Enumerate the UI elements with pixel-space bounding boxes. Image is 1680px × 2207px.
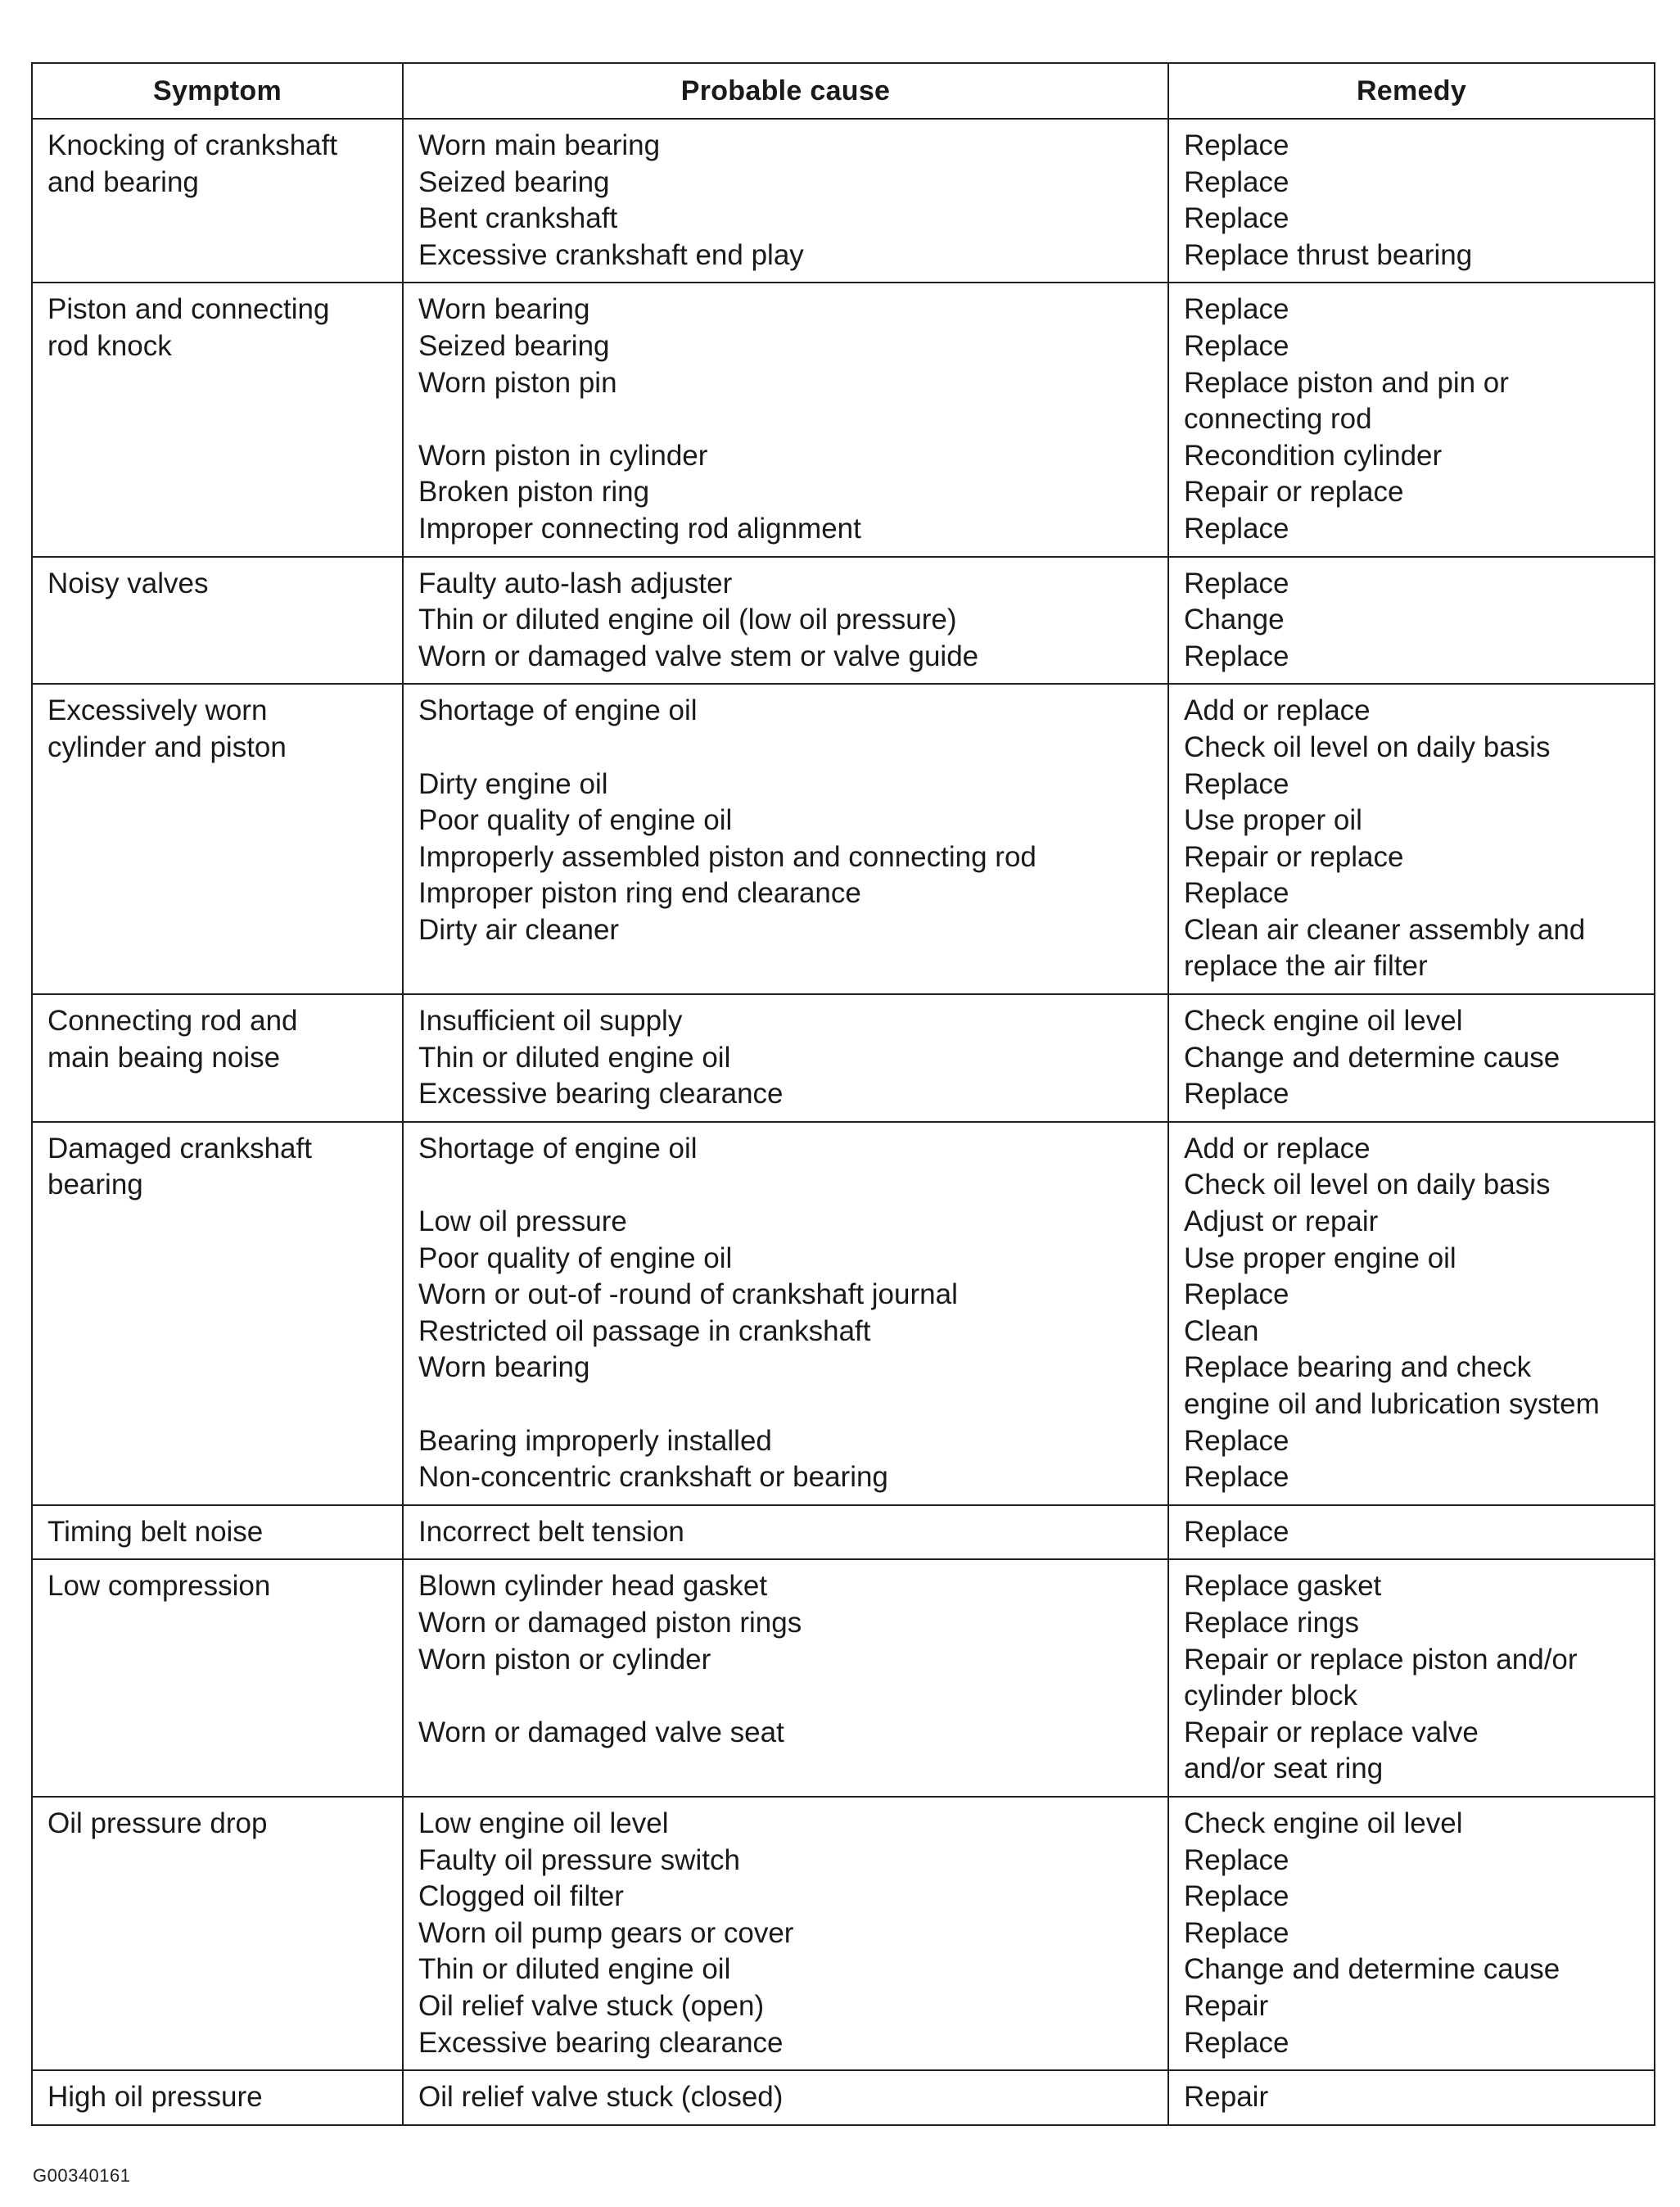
remedy-line: Clean air cleaner assembly and [1184,913,1586,946]
cause-line: Oil relief valve stuck (open) [418,1989,765,2022]
probable-cause-cell [403,119,1168,283]
probable-cause-cell [403,2070,1168,2125]
remedy-cell [1168,2070,1655,2125]
cause-line [418,1167,1158,1204]
cause-line: Seized bearing [418,329,610,362]
cause-line: Worn piston pin [418,366,617,399]
remedy-line: and/or seat ring [1184,1752,1384,1785]
remedy-line: Repair [1184,1989,1269,2022]
symptom-cell [32,2070,403,2125]
remedy-line: Replace [1184,1916,1289,1949]
cause-line: Improper piston ring end clearance [418,877,861,910]
cause-line: Worn main bearing [418,129,661,161]
cause-line: Bent crankshaft [418,202,618,235]
remedy-line: engine oil and lubrication system [1184,1388,1600,1420]
table-row [32,557,1655,685]
cause-line: Worn piston in cylinder [418,439,708,472]
remedy-line: Replace bearing and check [1184,1351,1532,1384]
table-body [32,119,1655,2125]
cause-line: Seized bearing [418,165,610,198]
probable-cause-cell [403,283,1168,556]
cause-line [418,1751,1158,1788]
remedy-line: replace the air filter [1184,950,1428,983]
table-row [32,1505,1655,1560]
cause-line: Thin or diluted engine oil (low oil pressure) [418,604,957,636]
cause-line: Faulty auto-lash adjuster [418,567,733,599]
remedy-line: Check engine oil level [1184,1807,1463,1839]
cause-line: Worn or out-of -round of crankshaft journal [418,1278,958,1311]
symptom-text: Timing belt noise [47,1515,264,1548]
cause-line: Clogged oil filter [418,1880,624,1913]
symptom-cell [32,283,403,556]
probable-cause-cell [403,1122,1168,1505]
symptom-text: Excessively worn cylinder and piston [47,694,287,763]
cause-line: Blown cylinder head gasket [418,1570,768,1603]
remedy-line: Change [1184,604,1285,636]
remedy-line: Replace [1184,202,1289,235]
cause-line: Improper connecting rod alignment [418,512,861,545]
symptom-column-header: Symptom [32,63,403,119]
remedy-line: Replace [1184,1278,1289,1311]
remedy-line: Replace [1184,767,1289,800]
remedy-line: Replace [1184,329,1289,362]
remedy-line: Replace [1184,293,1289,326]
table-row [32,119,1655,283]
cause-line [418,1678,1158,1715]
remedy-line: Replace [1184,512,1289,545]
remedy-line: Clean [1184,1314,1259,1347]
symptom-cell [32,994,403,1122]
remedy-cell [1168,1559,1655,1797]
remedy-line: Replace piston and pin or [1184,366,1509,399]
probable-cause-column-header: Probable cause [403,63,1168,119]
remedy-line: Check oil level on daily basis [1184,730,1551,763]
remedy-column-header: Remedy [1168,63,1655,119]
symptom-text: Piston and connecting rod knock [47,293,330,362]
cause-line: Worn or damaged valve seat [418,1716,784,1748]
symptom-cell [32,1797,403,2070]
cause-line: Worn oil pump gears or cover [418,1916,794,1949]
remedy-line: Adjust or repair [1184,1205,1379,1238]
cause-line: Excessive crankshaft end play [418,238,804,271]
remedy-line: Replace [1184,1078,1289,1110]
remedy-line: Replace [1184,1424,1289,1457]
probable-cause-cell [403,1505,1168,1560]
cause-line: Insufficient oil supply [418,1005,683,1038]
table-row [32,2070,1655,2125]
cause-line: Worn piston or cylinder [418,1643,711,1676]
symptom-text: Low compression [47,1570,271,1603]
probable-cause-cell [403,684,1168,994]
remedy-line: Replace rings [1184,1606,1359,1639]
remedy-line: Replace thrust bearing [1184,238,1473,271]
remedy-line: Check engine oil level [1184,1005,1463,1038]
symptom-text: High oil pressure [47,2081,263,2114]
table-row [32,684,1655,994]
remedy-line: Change and determine cause [1184,1953,1560,1986]
remedy-line: Repair [1184,2081,1269,2114]
cause-line: Thin or diluted engine oil [418,1953,731,1986]
remedy-cell [1168,283,1655,556]
cause-line: Worn or damaged piston rings [418,1606,802,1639]
symptom-cell [32,557,403,685]
cause-line [418,948,1158,985]
remedy-line: Replace gasket [1184,1570,1382,1603]
remedy-line: Use proper oil [1184,804,1362,837]
cause-line [418,401,1158,438]
cause-line: Restricted oil passage in crankshaft [418,1314,871,1347]
remedy-line: Check oil level on daily basis [1184,1169,1551,1201]
symptom-cell [32,684,403,994]
cause-line: Low engine oil level [418,1807,669,1839]
symptom-cell [32,119,403,283]
remedy-line: Repair or replace piston and/or [1184,1643,1578,1676]
cause-line: Excessive bearing clearance [418,2026,784,2059]
remedy-cell [1168,684,1655,994]
remedy-line: Replace [1184,1880,1289,1913]
cause-line: Non-concentric crankshaft or bearing [418,1461,888,1494]
symptom-text: Noisy valves [47,567,209,599]
remedy-cell [1168,1797,1655,2070]
remedy-cell [1168,1505,1655,1560]
figure-code: G00340161 [33,2165,131,2186]
probable-cause-cell [403,1797,1168,2070]
cause-line [418,730,1158,767]
cause-line: Poor quality of engine oil [418,1241,733,1274]
cause-line: Thin or diluted engine oil [418,1041,731,1074]
table-row [32,994,1655,1122]
remedy-line: Change and determine cause [1184,1041,1560,1074]
remedy-line: Replace [1184,2026,1289,2059]
cause-line: Worn bearing [418,293,590,326]
symptom-cell [32,1505,403,1560]
remedy-cell [1168,1122,1655,1505]
remedy-line: Replace [1184,1515,1289,1548]
cause-line: Bearing improperly installed [418,1424,772,1457]
cause-line: Shortage of engine oil [418,694,698,727]
probable-cause-cell [403,1559,1168,1797]
cause-line [418,1386,1158,1423]
cause-line: Faulty oil pressure switch [418,1843,740,1876]
cause-line: Poor quality of engine oil [418,804,733,837]
symptom-text: Damaged crankshaft bearing [47,1132,312,1201]
remedy-line: cylinder block [1184,1680,1358,1712]
remedy-line: Replace [1184,877,1289,910]
cause-line: Broken piston ring [418,476,650,509]
remedy-line: Replace [1184,165,1289,198]
symptom-text: Oil pressure drop [47,1807,268,1839]
table-header-row [32,63,1655,119]
remedy-line: Add or replace [1184,694,1371,727]
symptom-text: Knocking of crankshaft and bearing [47,129,338,198]
remedy-cell [1168,119,1655,283]
cause-line: Low oil pressure [418,1205,627,1238]
cause-line: Incorrect belt tension [418,1515,684,1548]
table-row [32,283,1655,556]
cause-line: Shortage of engine oil [418,1132,698,1165]
remedy-line: connecting rod [1184,403,1372,436]
symptom-text: Connecting rod and main beaing noise [47,1005,298,1074]
remedy-line: Repair or replace [1184,476,1404,509]
symptom-cell [32,1122,403,1505]
probable-cause-cell [403,557,1168,685]
cause-line: Improperly assembled piston and connecting rod [418,840,1036,873]
cause-line: Worn bearing [418,1351,590,1384]
cause-line: Dirty air cleaner [418,913,620,946]
cause-line: Excessive bearing clearance [418,1078,784,1110]
remedy-cell [1168,994,1655,1122]
remedy-line: Use proper engine oil [1184,1241,1456,1274]
table-row [32,1559,1655,1797]
remedy-line: Repair or replace valve [1184,1716,1479,1748]
cause-line: Worn or damaged valve stem or valve guide [418,640,979,672]
remedy-line: Recondition cylinder [1184,439,1443,472]
probable-cause-cell [403,994,1168,1122]
cause-line: Dirty engine oil [418,767,608,800]
symptom-cell [32,1559,403,1797]
table-row [32,1797,1655,2070]
remedy-line: Repair or replace [1184,840,1404,873]
remedy-cell [1168,557,1655,685]
remedy-line: Replace [1184,640,1289,672]
remedy-line: Replace [1184,1843,1289,1876]
remedy-line: Replace [1184,1461,1289,1494]
remedy-line: Replace [1184,129,1289,161]
cause-line: Oil relief valve stuck (closed) [418,2081,784,2114]
remedy-line: Replace [1184,567,1289,599]
remedy-line: Add or replace [1184,1132,1371,1165]
table-row [32,1122,1655,1505]
troubleshooting-table [31,62,1655,2126]
